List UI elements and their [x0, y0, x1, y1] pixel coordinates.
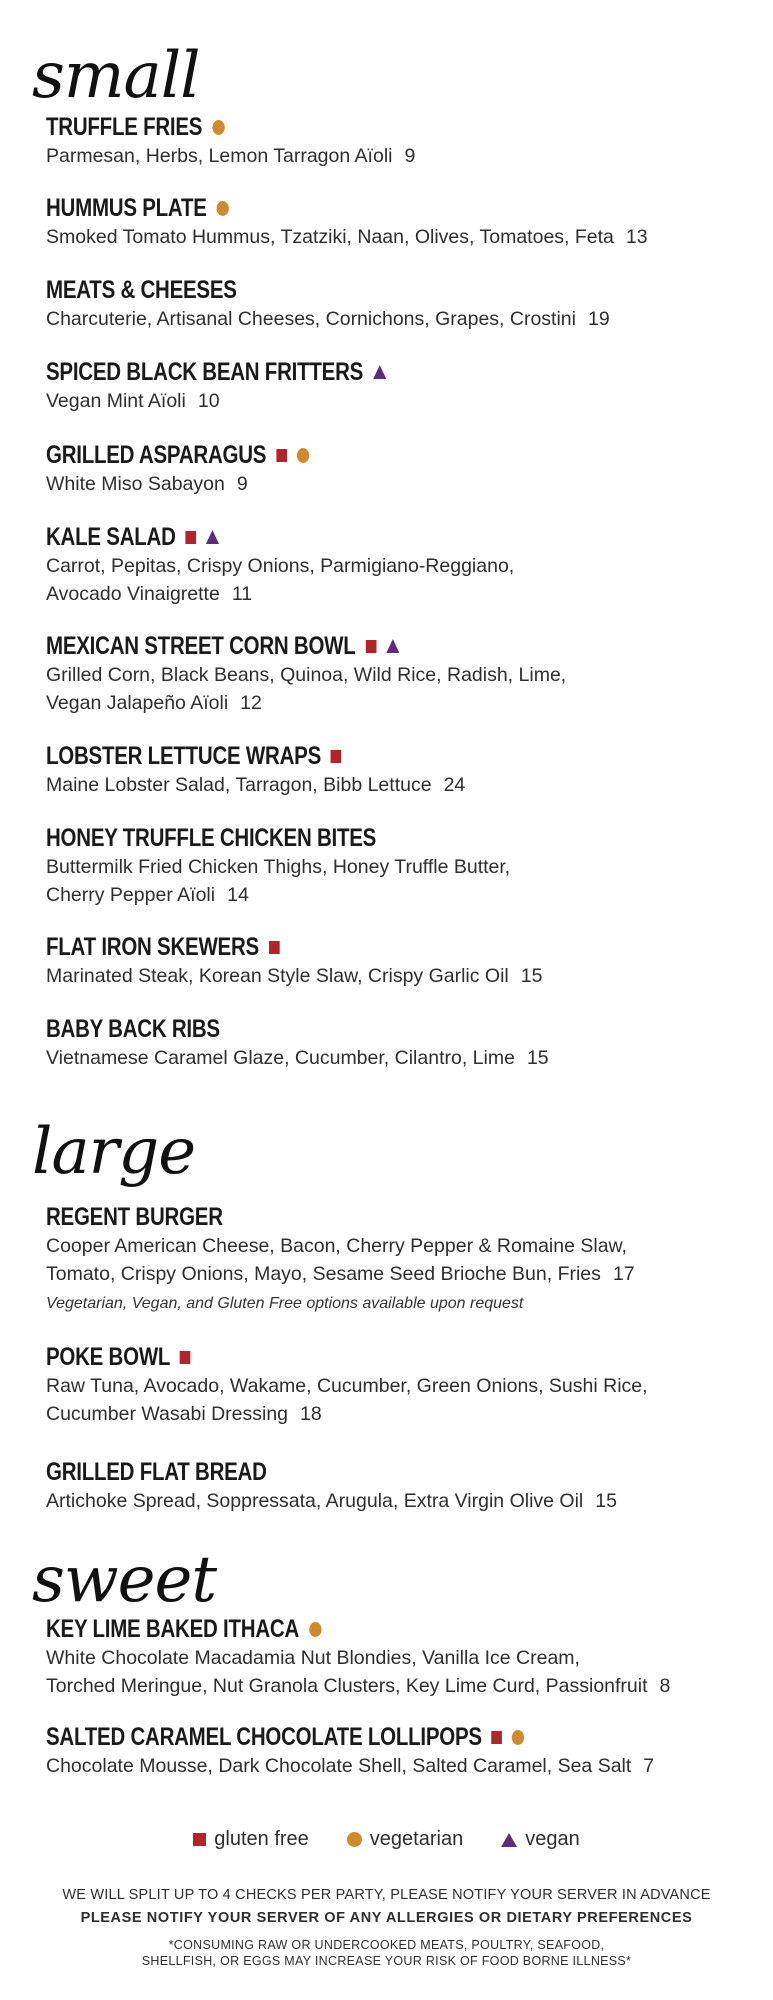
menu-item-title: POKE BOWL	[46, 1343, 171, 1371]
description-text: Cucumber Wasabi Dressing	[46, 1403, 289, 1425]
footer-check-split-note: WE WILL SPLIT UP TO 4 CHECKS PER PARTY, PLEASE NOTIFY YOUR SERVER IN ADVANCE	[62, 1887, 711, 1903]
description-text: Maine Lobster Salad, Tarragon, Bibb Lettuce	[46, 774, 432, 796]
menu-item-title: FLAT IRON SKEWERS	[46, 933, 259, 961]
dietary-legend	[0, 1828, 773, 1851]
description-text: Parmesan, Herbs, Lemon Tarragon Aïoli	[46, 145, 393, 167]
menu-item-title: KALE SALAD	[46, 523, 176, 551]
menu-item-price: 19	[588, 308, 610, 330]
menu-item-price: 14	[227, 884, 249, 906]
section-title-sweet: sweet	[32, 1543, 217, 1617]
description-text: Raw Tuna, Avocado, Wakame, Cucumber, Green Onions, Sushi Rice,	[46, 1375, 648, 1397]
description-text: Vietnamese Caramel Glaze, Cucumber, Cilantro, Lime	[46, 1047, 515, 1069]
menu-item-price: 11	[231, 583, 253, 605]
gluten-free-square-icon	[365, 640, 376, 653]
description-text: Artichoke Spread, Soppressata, Arugula, Extra Virgin Olive Oil	[46, 1490, 584, 1512]
menu-item-price: 13	[625, 226, 648, 248]
description-text: Charcuterie, Artisanal Cheeses, Cornichons, Grapes, Crostini	[46, 308, 576, 330]
menu-item	[46, 522, 746, 608]
vegetarian-circle-icon	[309, 1622, 321, 1637]
menu-item-price: 10	[197, 390, 220, 412]
menu-item-name	[46, 631, 620, 661]
description-text: Avocado Vinaigrette	[46, 583, 220, 605]
menu-item	[46, 357, 746, 415]
description-text: Marinated Steak, Korean Style Slaw, Crispy Garlic Oil	[46, 965, 509, 987]
menu-item-title: MEXICAN STREET CORN BOWL	[46, 632, 356, 660]
menu-item	[46, 1014, 746, 1072]
menu-item-description	[46, 387, 746, 415]
legend-label: vegan	[525, 1828, 580, 1850]
menu-item	[46, 1202, 746, 1317]
menu-item-name	[46, 522, 620, 552]
description-text: Vegan Jalapeño Aïoli	[46, 692, 229, 714]
legend-vegan	[501, 1828, 580, 1851]
footer-warning-line: *CONSUMING RAW OR UNDERCOOKED MEATS, POULTRY, SEAFOOD,	[168, 1938, 605, 1952]
menu-item-price: 9	[236, 473, 248, 495]
menu-item	[46, 440, 746, 498]
legend-gluten-free	[193, 1828, 309, 1851]
gluten-free-square-icon	[193, 1833, 206, 1846]
menu-item	[46, 1342, 746, 1428]
menu-item-description	[46, 962, 746, 990]
menu-item-name	[46, 357, 620, 387]
menu-item-description	[46, 142, 746, 170]
footer-warning-line: SHELLFISH, OR EGGS MAY INCREASE YOUR RISK OF FOOD BORNE ILLNESS*	[141, 1954, 632, 1968]
menu-item-description	[46, 1044, 746, 1072]
menu-item-name	[46, 823, 620, 853]
description-text: Buttermilk Fried Chicken Thighs, Honey Truffle Butter,	[46, 856, 511, 878]
menu-item	[46, 193, 746, 251]
menu-item-price: 15	[520, 965, 543, 987]
vegan-triangle-icon	[501, 1833, 517, 1847]
menu-item-title: MEATS & CHEESES	[46, 276, 237, 304]
menu-item-name	[46, 1342, 620, 1372]
menu-item-description	[46, 689, 746, 717]
menu-item-title: GRILLED ASPARAGUS	[46, 441, 267, 469]
menu-item-price: 9	[404, 145, 416, 167]
gluten-free-square-icon	[269, 941, 280, 954]
menu-item-name	[46, 275, 620, 305]
menu-item-name	[46, 440, 620, 470]
menu-item-description	[46, 661, 746, 689]
menu-item-title: BABY BACK RIBS	[46, 1015, 220, 1043]
menu-item-name	[46, 112, 620, 142]
description-text: Smoked Tomato Hummus, Tzatziki, Naan, Olives, Tomatoes, Feta	[46, 226, 614, 248]
vegan-triangle-icon	[206, 530, 219, 544]
vegetarian-circle-icon	[297, 448, 309, 463]
vegetarian-circle-icon	[212, 120, 224, 135]
legend-label: gluten free	[214, 1828, 309, 1850]
menu-item-description	[46, 881, 746, 909]
menu-item-description	[46, 552, 746, 580]
menu-item-description	[46, 1232, 746, 1260]
menu-item-name	[46, 1202, 620, 1232]
menu-item-description	[46, 1487, 746, 1515]
menu-item-description	[46, 853, 746, 881]
footer-allergy-note: PLEASE NOTIFY YOUR SERVER OF ANY ALLERGIES OR DIETARY PREFERENCES	[80, 1910, 693, 1926]
menu-item-description	[46, 1644, 746, 1672]
vegan-triangle-icon	[373, 365, 386, 379]
menu-item-price: 17	[612, 1263, 635, 1285]
description-text: Carrot, Pepitas, Crispy Onions, Parmigiano-Reggiano,	[46, 555, 515, 577]
menu-item-title: HUMMUS PLATE	[46, 194, 207, 222]
description-text: Cherry Pepper Aïoli	[46, 884, 216, 906]
menu-item-description	[46, 1372, 746, 1400]
description-text: Chocolate Mousse, Dark Chocolate Shell, Salted Caramel, Sea Salt	[46, 1755, 632, 1777]
gluten-free-square-icon	[492, 1731, 503, 1744]
menu-item-note: Vegetarian, Vegan, and Gluten Free options available upon request	[46, 1295, 524, 1312]
vegan-triangle-icon	[386, 639, 399, 653]
section-title-small: small	[32, 39, 200, 113]
menu-item-title: KEY LIME BAKED ITHACA	[46, 1615, 300, 1643]
menu-item-name	[46, 1014, 620, 1044]
menu-item-title: SALTED CARAMEL CHOCOLATE LOLLIPOPS	[46, 1723, 482, 1751]
menu-item-price: 24	[443, 774, 466, 796]
legend-vegetarian	[347, 1828, 463, 1851]
menu-item-price: 7	[643, 1755, 655, 1777]
menu-item	[46, 1614, 746, 1700]
menu-item-title: SPICED BLACK BEAN FRITTERS	[46, 358, 364, 386]
menu-item-name	[46, 741, 620, 771]
menu-item-price: 18	[300, 1403, 322, 1425]
menu-item-title: GRILLED FLAT BREAD	[46, 1458, 267, 1486]
menu-item-description	[46, 1752, 746, 1780]
menu-item	[46, 275, 746, 333]
menu-item-description	[46, 1672, 746, 1700]
menu-item-title: TRUFFLE FRIES	[46, 113, 203, 141]
menu-item	[46, 932, 746, 990]
menu-item-description	[46, 1400, 746, 1428]
description-text: Grilled Corn, Black Beans, Quinoa, Wild Rice, Radish, Lime,	[46, 664, 567, 686]
menu-item-description	[46, 470, 746, 498]
menu-item	[46, 112, 746, 170]
menu-item-title: LOBSTER LETTUCE WRAPS	[46, 742, 322, 770]
menu-item-description	[46, 771, 746, 799]
menu-item-name	[46, 193, 620, 223]
gluten-free-square-icon	[331, 750, 342, 763]
description-text: Cooper American Cheese, Bacon, Cherry Pepper & Romaine Slaw,	[46, 1235, 627, 1257]
menu-item-price: 8	[659, 1675, 671, 1697]
menu-item	[46, 1457, 746, 1515]
menu-item-name	[46, 932, 620, 962]
menu-item	[46, 631, 746, 717]
gluten-free-square-icon	[185, 531, 196, 544]
section-title-large: large	[32, 1115, 196, 1189]
menu-item-description	[46, 580, 746, 608]
menu-item-name	[46, 1614, 620, 1644]
menu-item-description	[46, 1260, 746, 1288]
vegetarian-circle-icon	[512, 1730, 524, 1745]
menu-item	[46, 823, 746, 909]
description-text: Tomato, Crispy Onions, Mayo, Sesame Seed Brioche Bun, Fries	[46, 1263, 601, 1285]
menu-item-description	[46, 223, 746, 251]
menu-item-price: 15	[526, 1047, 549, 1069]
description-text: White Miso Sabayon	[46, 473, 225, 495]
menu-item-title: REGENT BURGER	[46, 1203, 223, 1231]
description-text: Vegan Mint Aïoli	[46, 390, 186, 412]
menu-item-price: 12	[240, 692, 262, 714]
vegetarian-circle-icon	[217, 201, 229, 216]
footer-consumption-warning	[0, 1937, 773, 1969]
legend-label: vegetarian	[369, 1828, 464, 1850]
description-text: Torched Meringue, Nut Granola Clusters, Key Lime Curd, Passionfruit	[46, 1675, 648, 1697]
vegetarian-circle-icon	[347, 1832, 362, 1847]
menu-item	[46, 741, 746, 799]
menu-item-price: 15	[595, 1490, 617, 1512]
menu-item-title: HONEY TRUFFLE CHICKEN BITES	[46, 824, 377, 852]
menu-item-name	[46, 1457, 620, 1487]
menu-item-description	[46, 305, 746, 333]
menu-item-name	[46, 1722, 620, 1752]
description-text: White Chocolate Macadamia Nut Blondies, Vanilla Ice Cream,	[46, 1647, 580, 1669]
gluten-free-square-icon	[276, 449, 287, 462]
gluten-free-square-icon	[180, 1351, 191, 1364]
menu-item	[46, 1722, 746, 1780]
